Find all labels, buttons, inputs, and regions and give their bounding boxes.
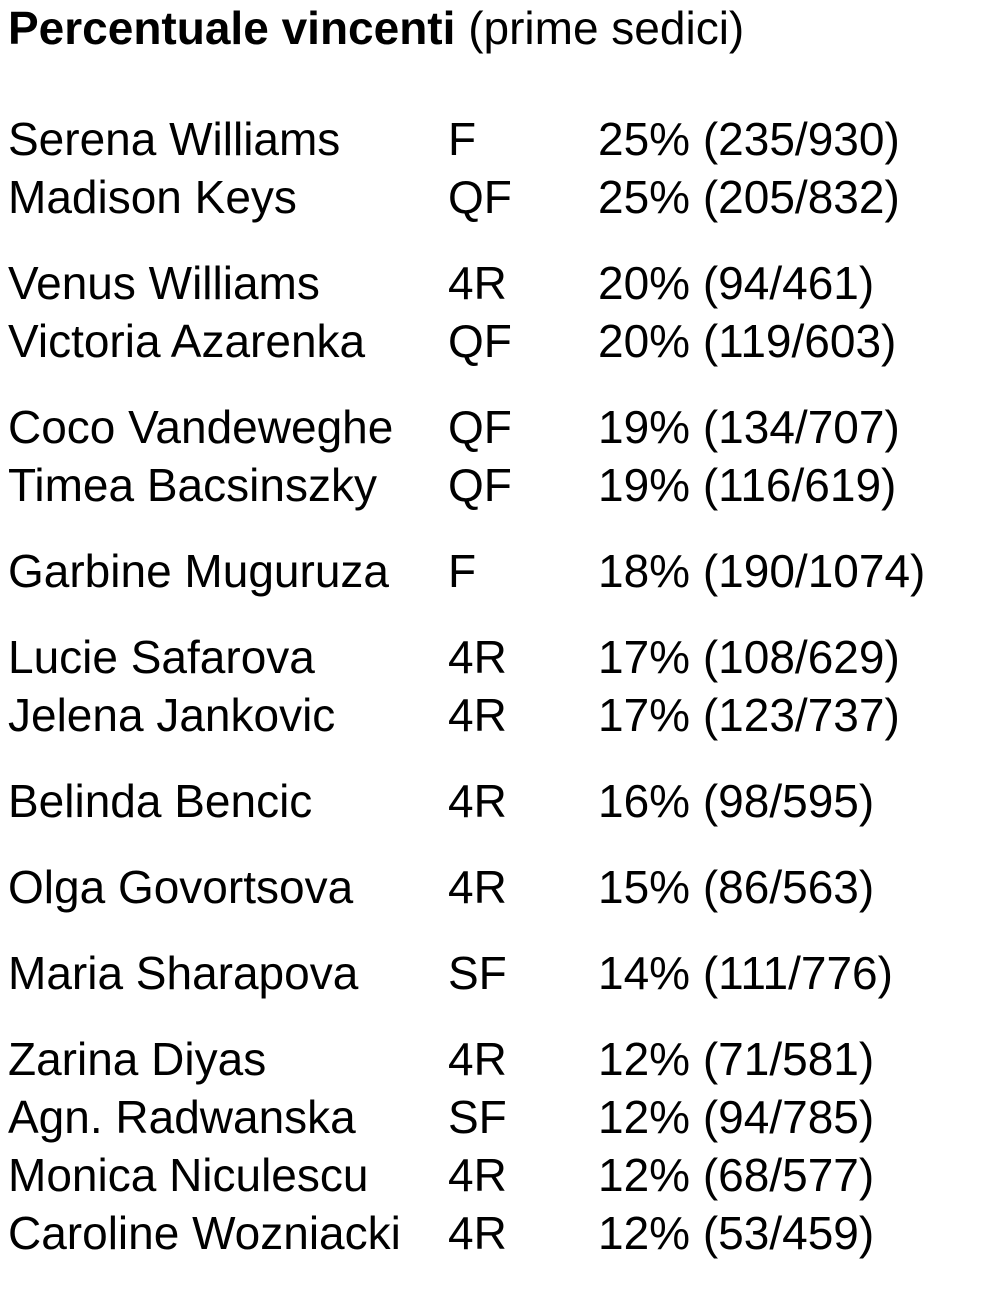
round-reached: QF xyxy=(448,459,512,511)
round-reached: F xyxy=(448,113,477,165)
winners-percentage: 12% (71/581) xyxy=(598,1033,875,1085)
title-subtitle: (prime sedici) xyxy=(468,2,745,54)
player-name: Coco Vandeweghe xyxy=(8,401,394,453)
player-name: Victoria Azarenka xyxy=(8,315,366,367)
winners-percentage: 15% (86/563) xyxy=(598,861,875,913)
table-row xyxy=(8,1204,983,1262)
player-name: Madison Keys xyxy=(8,171,297,223)
winners-percentage: 20% (119/603) xyxy=(598,315,897,367)
row-group xyxy=(8,398,983,514)
row-group xyxy=(8,944,983,1002)
winners-percentage: 14% (111/776) xyxy=(598,947,893,999)
player-name: Belinda Bencic xyxy=(8,775,313,827)
winners-percentage: 16% (98/595) xyxy=(598,775,875,827)
table-row xyxy=(8,168,983,226)
player-name: Agn. Radwanska xyxy=(8,1091,356,1143)
table-row xyxy=(8,628,983,686)
table-row xyxy=(8,858,983,916)
round-reached: SF xyxy=(448,947,507,999)
table-row xyxy=(8,456,983,514)
table-row xyxy=(8,1146,983,1204)
player-name: Olga Govortsova xyxy=(8,861,354,913)
table-row xyxy=(8,1088,983,1146)
round-reached: 4R xyxy=(448,861,507,913)
table-row xyxy=(8,772,983,830)
round-reached: QF xyxy=(448,401,512,453)
player-name: Venus Williams xyxy=(8,257,320,309)
title-bold: Percentuale vincenti xyxy=(8,2,456,54)
player-name: Zarina Diyas xyxy=(8,1033,267,1085)
table-row xyxy=(8,110,983,168)
winners-percentage: 12% (68/577) xyxy=(598,1149,875,1201)
table-row xyxy=(8,944,983,1002)
row-group xyxy=(8,254,983,370)
table-row xyxy=(8,542,983,600)
round-reached: 4R xyxy=(448,257,507,309)
table-row xyxy=(8,312,983,370)
round-reached: SF xyxy=(448,1091,507,1143)
round-reached: 4R xyxy=(448,631,507,683)
table-row xyxy=(8,398,983,456)
row-group xyxy=(8,628,983,744)
winners-percentage: 19% (116/619) xyxy=(598,459,897,511)
row-group xyxy=(8,542,983,600)
player-name: Maria Sharapova xyxy=(8,947,359,999)
player-name: Caroline Wozniacki xyxy=(8,1207,401,1259)
winners-percentage: 17% (108/629) xyxy=(598,631,900,683)
round-reached: 4R xyxy=(448,689,507,741)
round-reached: 4R xyxy=(448,775,507,827)
round-reached: F xyxy=(448,545,477,597)
row-group xyxy=(8,858,983,916)
player-name: Timea Bacsinszky xyxy=(8,459,377,511)
player-name: Garbine Muguruza xyxy=(8,545,389,597)
table-row xyxy=(8,1030,983,1088)
round-reached: QF xyxy=(448,171,512,223)
page-title xyxy=(8,0,744,56)
winners-percentage: 18% (190/1074) xyxy=(598,545,926,597)
row-group xyxy=(8,1030,983,1262)
player-name: Monica Niculescu xyxy=(8,1149,369,1201)
winners-percentage: 12% (53/459) xyxy=(598,1207,875,1259)
winners-percentage: 17% (123/737) xyxy=(598,689,900,741)
table-row xyxy=(8,254,983,312)
winners-percentage: 20% (94/461) xyxy=(598,257,875,309)
round-reached: 4R xyxy=(448,1207,507,1259)
winners-percentage: 12% (94/785) xyxy=(598,1091,875,1143)
player-name: Lucie Safarova xyxy=(8,631,315,683)
round-reached: 4R xyxy=(448,1033,507,1085)
round-reached: 4R xyxy=(448,1149,507,1201)
player-name: Serena Williams xyxy=(8,113,341,165)
row-group xyxy=(8,110,983,226)
winners-percentage: 25% (205/832) xyxy=(598,171,900,223)
row-group xyxy=(8,772,983,830)
winners-percentage: 19% (134/707) xyxy=(598,401,900,453)
winners-table xyxy=(8,110,983,1290)
round-reached: QF xyxy=(448,315,512,367)
winners-percentage: 25% (235/930) xyxy=(598,113,900,165)
player-name: Jelena Jankovic xyxy=(8,689,336,741)
table-row xyxy=(8,686,983,744)
